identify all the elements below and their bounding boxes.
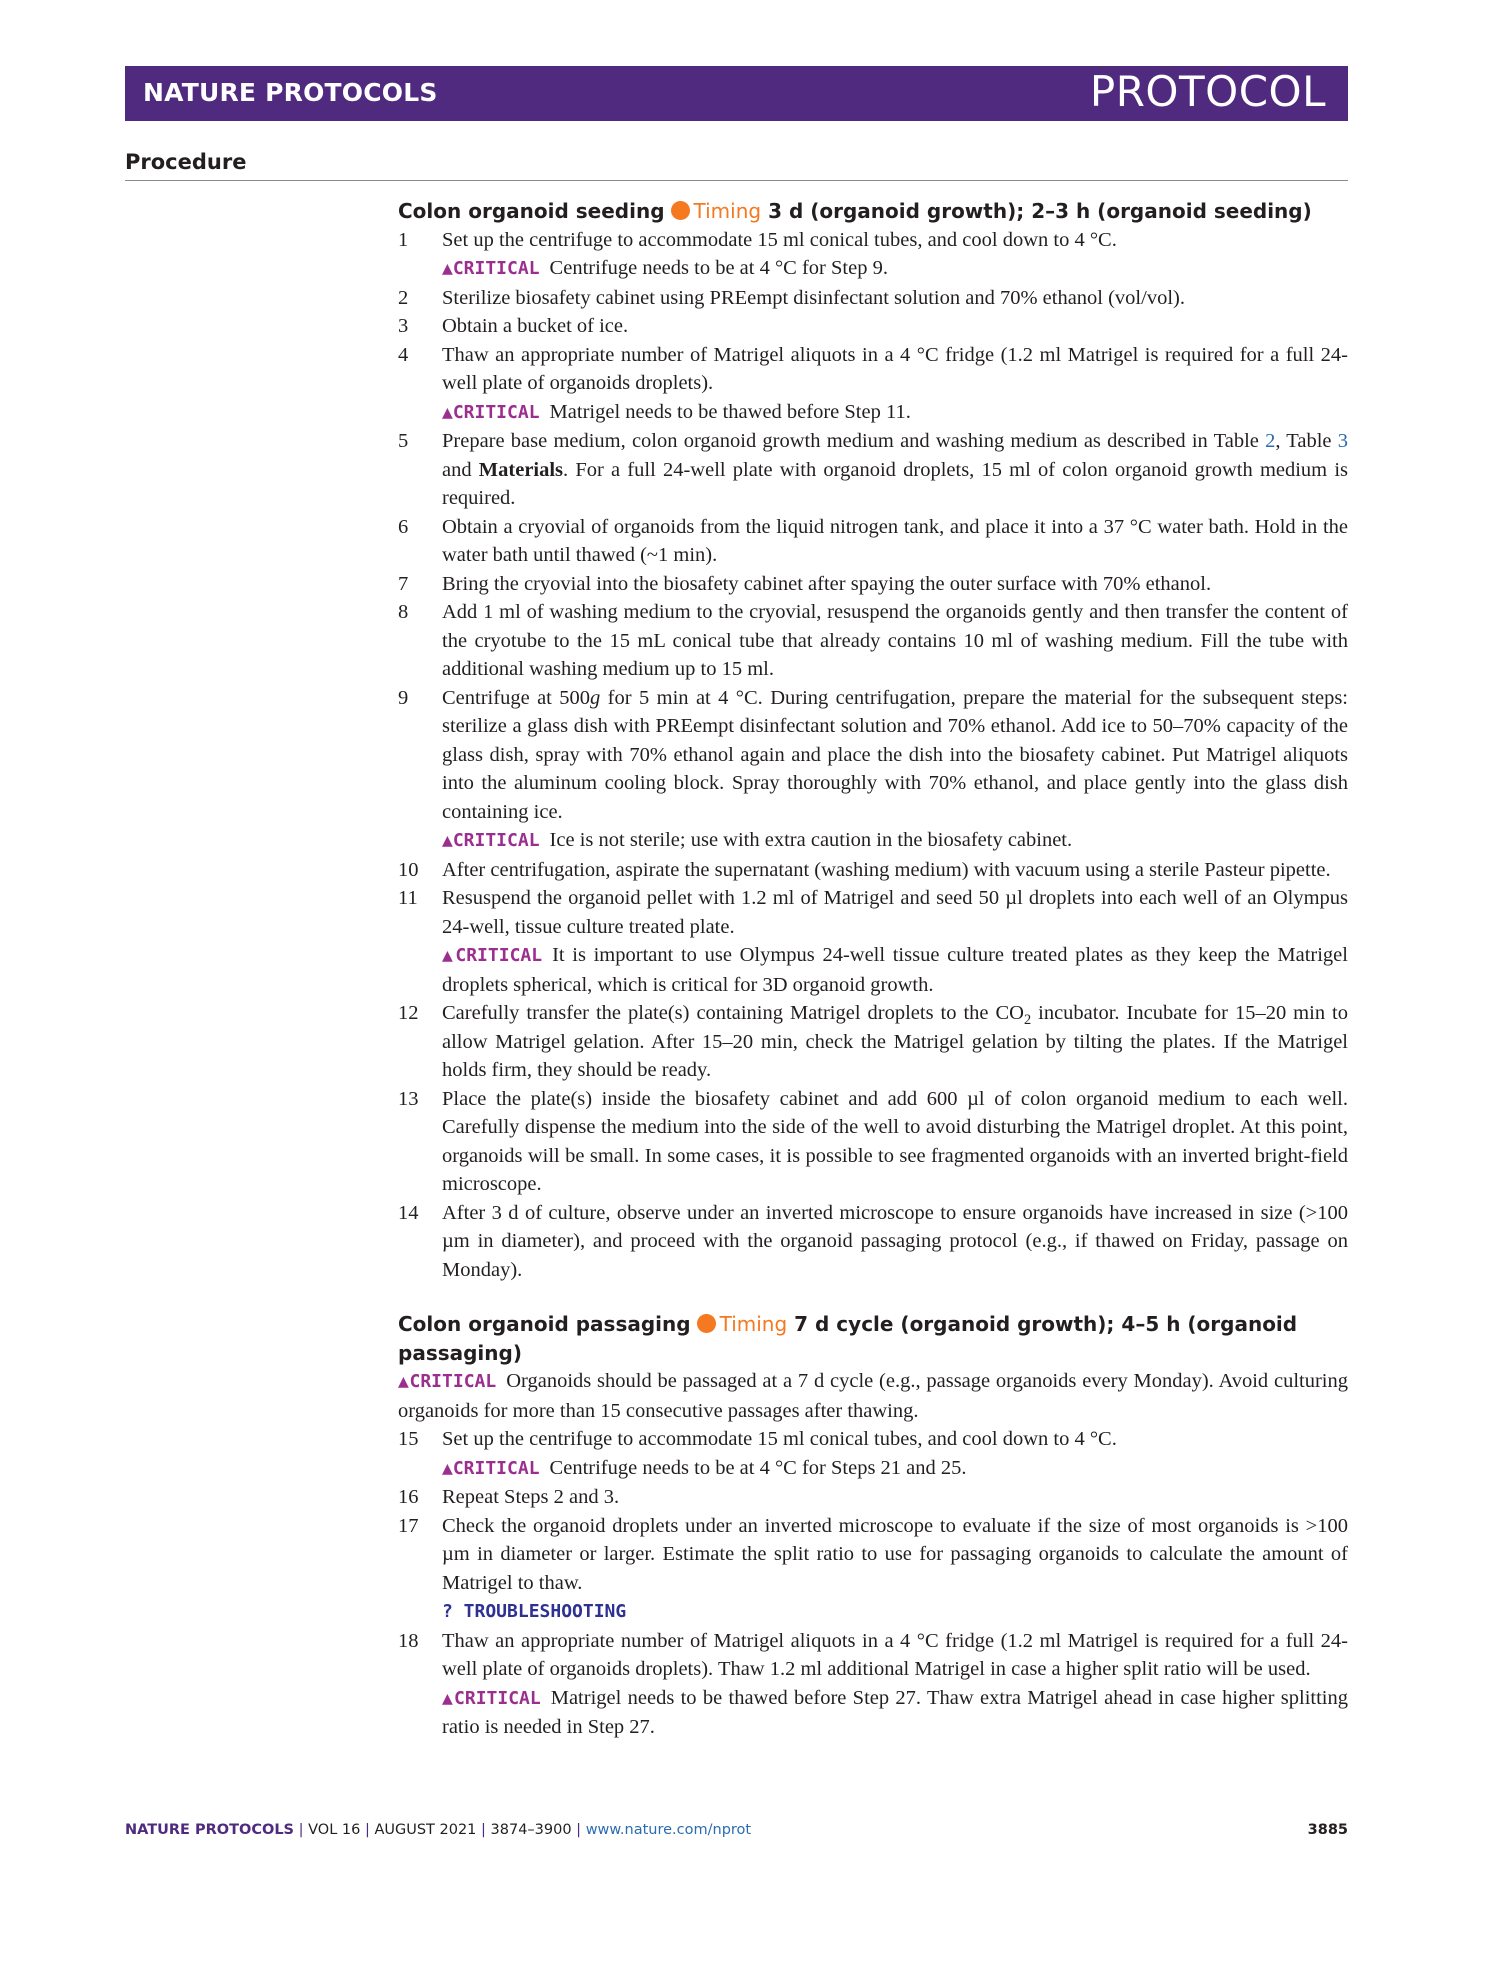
critical-label: ▲CRITICAL: [442, 830, 540, 851]
footer-volume: VOL 16: [308, 1822, 361, 1838]
step-number: 6: [398, 515, 409, 538]
step-13: [398, 1085, 1348, 1199]
section-title: Procedure: [125, 150, 247, 174]
critical-label: ▲CRITICAL: [442, 945, 543, 966]
step-text: Thaw an appropriate number of Matrigel aliquots in a 4 °C fridge (1.2 ml Matrigel is required for a full 24-well plate of organoids droplets).: [442, 343, 1348, 394]
critical-label: ▲CRITICAL: [442, 1687, 541, 1709]
step-3: [398, 312, 1348, 341]
step-text: Obtain a bucket of ice.: [442, 315, 629, 337]
step-text: Repeat Steps 2 and 3.: [442, 1486, 620, 1508]
critical-note: ▲CRITICAL Ice is not sterile; use with extra caution in the biosafety cabinet.: [442, 829, 1073, 851]
step-number: 15: [398, 1428, 419, 1450]
step-text: Bring the cryovial into the biosafety cabinet after spaying the outer surface with 70% ethanol.: [442, 572, 1212, 595]
critical-note: ▲CRITICAL Centrifuge needs to be at 4 °C for Step 9.: [442, 257, 888, 279]
step-15: [398, 1425, 1348, 1483]
step-number: 11: [398, 887, 418, 909]
step-14: [398, 1199, 1348, 1285]
table-3-link[interactable]: 3: [1337, 430, 1348, 452]
step-10: [398, 856, 1348, 885]
step-number: 4: [398, 343, 409, 366]
journal-name: NATURE PROTOCOLS: [143, 78, 438, 107]
seeding-timing: 3 d (organoid growth); 2–3 h (organoid seeding): [768, 199, 1312, 223]
critical-label: ▲CRITICAL: [398, 1371, 497, 1392]
step-16: [398, 1483, 1348, 1512]
step-number: 1: [398, 228, 409, 251]
step-number: 3: [398, 315, 409, 337]
materials-reference: Materials: [478, 458, 564, 481]
step-number: 18: [398, 1629, 419, 1652]
timing-label: Timing: [693, 199, 762, 223]
step-number: 10: [398, 858, 419, 881]
step-text: After 3 d of culture, observe under an inverted microscope to ensure organoids have increased in size (>100 µm in diameter), and proceed with the organoid passaging protocol (e.g., if thawed on Friday, passage on Monday).: [442, 1201, 1348, 1281]
section-divider: [125, 180, 1348, 181]
critical-label: ▲CRITICAL: [442, 401, 540, 423]
seeding-heading: [398, 197, 1348, 226]
table-2-link[interactable]: 2: [1265, 430, 1276, 452]
step-7: [398, 570, 1348, 599]
step-text: Check the organoid droplets under an inverted microscope to evaluate if the size of most organoids is >100 µm in diameter or larger. Estimate the split ratio to use for passaging organoids to calculate the amount of Matrigel to thaw.: [442, 1514, 1348, 1594]
journal-header-bar: [125, 66, 1348, 121]
step-text: Set up the centrifuge to accommodate 15 ml conical tubes, and cool down to 4 °C.: [442, 228, 1117, 251]
passaging-critical-note: ▲CRITICAL Organoids should be passaged at a 7 d cycle (e.g., passage organoids every Monday). Avoid culturing organoids for more than 15 consecutive passages after thawing.: [398, 1370, 1348, 1422]
step-4: [398, 341, 1348, 428]
step-5: [398, 427, 1348, 513]
step-6: [398, 513, 1348, 570]
step-text: Resuspend the organoid pellet with 1.2 ml of Matrigel and seed 50 µl droplets into each well of an Olympus 24-well, tissue culture treated plate.: [442, 887, 1348, 938]
step-number: 2: [398, 286, 409, 309]
step-text: Sterilize biosafety cabinet using PREempt disinfectant solution and 70% ethanol (vol/vol).: [442, 286, 1185, 309]
step-text: Place the plate(s) inside the biosafety cabinet and add 600 µl of colon organoid medium to each well. Carefully dispense the medium into the side of the well to avoid disturbing the Matrigel droplet. At this point, organoids will be small. In some cases, it is possible to see fragmented organoids with an inverted bright-field microscope.: [442, 1087, 1348, 1195]
step-number: 17: [398, 1514, 419, 1537]
step-number: 13: [398, 1087, 419, 1110]
page-footer: NATURE PROTOCOLS | VOL 16 | AUGUST 2021 | 3874–3900 | www.nature.com/nprot 3885: [125, 1822, 1348, 1838]
article-type-label: PROTOCOL: [1089, 67, 1326, 116]
step-12: [398, 999, 1348, 1085]
step-11: [398, 884, 1348, 999]
procedure-content: [398, 197, 1348, 1742]
step-18: [398, 1627, 1348, 1742]
step-text: Set up the centrifuge to accommodate 15 ml conical tubes, and cool down to 4 °C.: [442, 1428, 1117, 1450]
critical-note: ▲CRITICAL Matrigel needs to be thawed before Step 11.: [442, 400, 911, 423]
passaging-title: Colon organoid passaging: [398, 1312, 691, 1336]
step-2: [398, 284, 1348, 313]
section-gap: [398, 1284, 1348, 1310]
troubleshooting-note: [442, 1597, 1348, 1627]
timing-dot-icon: [671, 201, 690, 220]
step-text: Obtain a cryovial of organoids from the liquid nitrogen tank, and place it into a 37 °C water bath. Hold in the water bath until thawed (~1 min).: [442, 515, 1348, 566]
critical-note: ▲CRITICAL Matrigel needs to be thawed before Step 27. Thaw extra Matrigel ahead in case higher splitting ratio is needed in Step 27.: [442, 1686, 1348, 1738]
step-text: Add 1 ml of washing medium to the cryovial, resuspend the organoids gently and then transfer the content of the cryotube to the 15 mL conical tube that already contains 10 ml of washing medium. Fill the tube with additional washing medium up to 15 ml.: [442, 601, 1348, 680]
footer-date: AUGUST 2021: [374, 1822, 477, 1838]
step-number: 9: [398, 686, 409, 709]
step-8: [398, 598, 1348, 684]
step-number: 14: [398, 1201, 419, 1224]
passaging-heading: [398, 1310, 1348, 1367]
passaging-timing: 7 d cycle (organoid growth); 4–5 h (organoid passaging): [398, 1312, 1298, 1365]
step-text: Centrifuge at 500g for 5 min at 4 °C. During centrifugation, prepare the material for the subsequent steps: sterilize a glass dish with PREempt disinfectant solution and 70% ethanol. Add ice to 50–70% capacity of the glass dish, spray with 70% ethanol again and place the dish into the biosafety cabinet. Put Matrigel aliquots into the aluminum cooling block. Spray thoroughly with 70% ethanol, and place gently into the glass dish containing ice.: [442, 686, 1348, 823]
footer-journal: NATURE PROTOCOLS: [125, 1822, 295, 1838]
page-number: 3885: [1307, 1822, 1348, 1838]
step-number: 12: [398, 1002, 419, 1024]
seeding-title: Colon organoid seeding: [398, 199, 665, 223]
critical-label: ▲CRITICAL: [442, 1457, 540, 1479]
timing-label: Timing: [719, 1312, 788, 1336]
step-17: [398, 1512, 1348, 1627]
step-text: After centrifugation, aspirate the supernatant (washing medium) with vacuum using a sterile Pasteur pipette.: [442, 858, 1331, 881]
critical-note: ▲CRITICAL It is important to use Olympus 24-well tissue culture treated plates as they keep the Matrigel droplets spherical, which is critical for 3D organoid growth.: [442, 944, 1348, 996]
step-text: Prepare base medium, colon organoid growth medium and washing medium as described in Table 2, Table 3 and Materials. For a full 24-well plate with organoid droplets, 15 ml of colon organoid growth medium is required.: [442, 430, 1348, 509]
step-9: [398, 684, 1348, 856]
timing-dot-icon: [697, 1314, 716, 1333]
step-number: 7: [398, 572, 409, 595]
footer-pages: 3874–3900: [490, 1822, 572, 1838]
step-text: Thaw an appropriate number of Matrigel aliquots in a 4 °C fridge (1.2 ml Matrigel is required for a full 24-well plate of organoids droplets). Thaw 1.2 ml additional Matrigel in case a higher split ratio will be used.: [442, 1629, 1348, 1680]
step-number: 5: [398, 430, 409, 452]
critical-note: ▲CRITICAL Centrifuge needs to be at 4 °C for Steps 21 and 25.: [442, 1456, 967, 1479]
step-number: 16: [398, 1486, 419, 1508]
critical-label: ▲CRITICAL: [442, 258, 540, 279]
step-1: [398, 226, 1348, 284]
troubleshooting-label[interactable]: ? TROUBLESHOOTING: [442, 1601, 627, 1622]
step-number: 8: [398, 601, 409, 623]
step-text: Carefully transfer the plate(s) containing Matrigel droplets to the $CO_2$ incubator. Incubate for 15–20 min to allow Matrigel gelation. After 15–20 min, check the Matrigel gelation by tilting the plates. If the Matrigel holds firm, they should be ready.: [442, 1002, 1348, 1081]
footer-url-link[interactable]: www.nature.com/nprot: [585, 1822, 752, 1838]
